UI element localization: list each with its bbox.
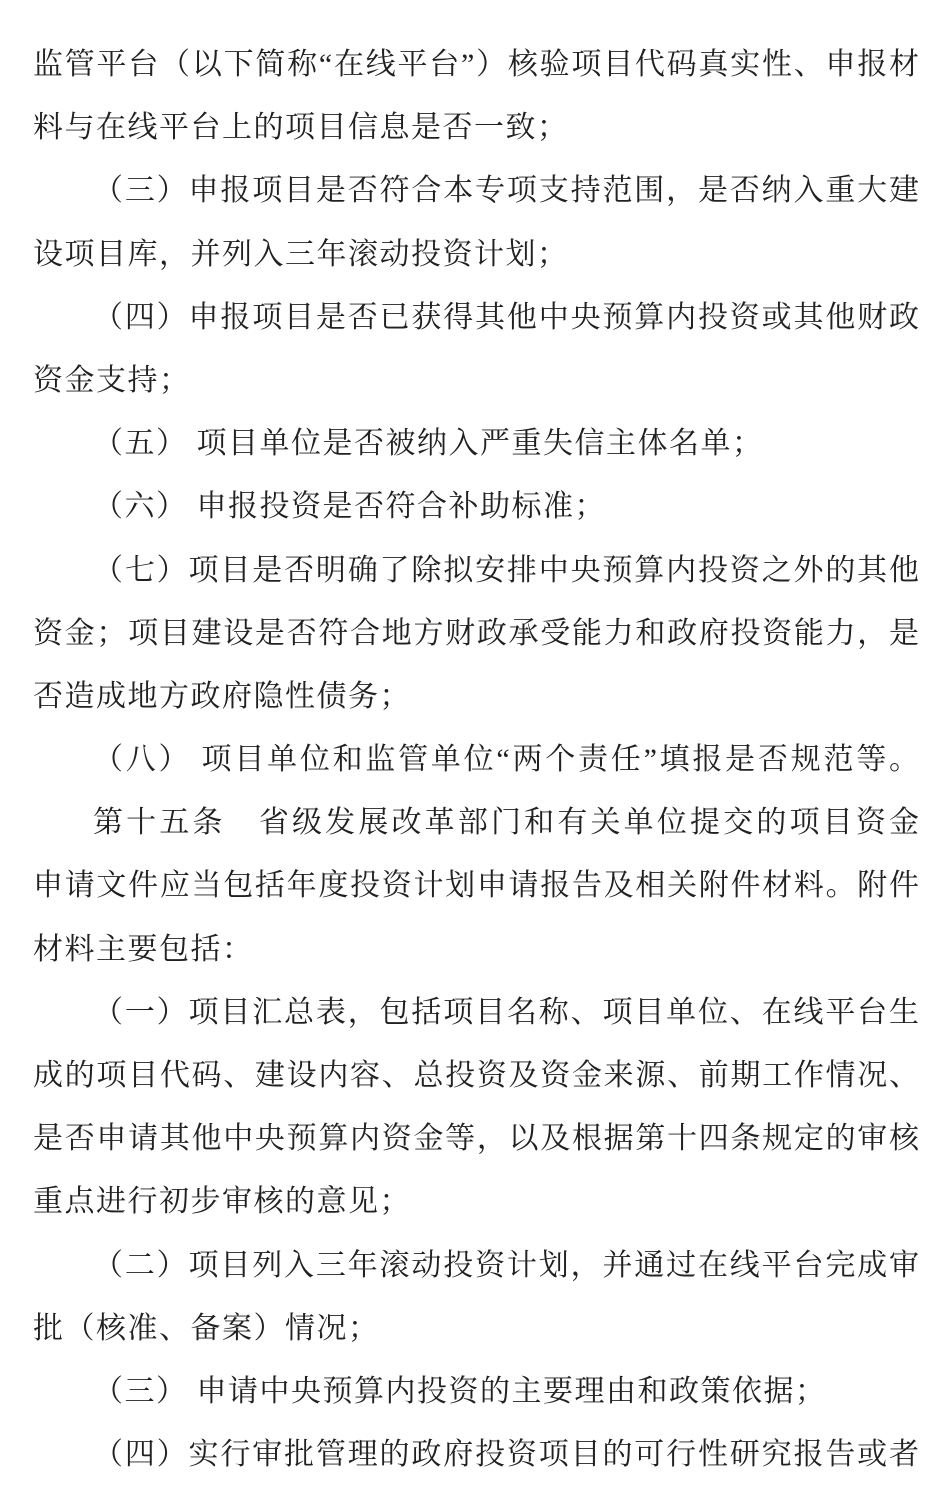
text-line: （二）项目列入三年滚动投资计划，并通过在线平台完成审 (93, 1248, 919, 1282)
text-line: 材料主要包括： (33, 932, 254, 966)
text-line: 资金；项目建设是否符合地方财政承受能力和政府投资能力，是 (33, 616, 919, 650)
text-line: （六） 申报投资是否符合补助标准； (93, 490, 606, 524)
text-line: （三）申报项目是否符合本专项支持范围，是否纳入重大建 (93, 174, 919, 208)
text-line: 申请文件应当包括年度投资计划申请报告及相关附件材料。附件 (33, 869, 919, 903)
text-line: （八） 项目单位和监管单位“两个责任”填报是否规范等。 (93, 743, 919, 777)
text-line: 是否申请其他中央预算内资金等，以及根据第十四条规定的审核 (33, 1122, 919, 1156)
text-line: （四）实行审批管理的政府投资项目的可行性研究报告或者 (93, 1438, 919, 1472)
text-line: 监管平台（以下简称“在线平台”）核验项目代码真实性、申报材 (33, 48, 919, 81)
text-line: （五） 项目单位是否被纳入严重失信主体名单； (93, 427, 764, 461)
text-line: 第十五条 省级发展改革部门和有关单位提交的项目资金 (93, 806, 919, 840)
text-line: 设项目库，并列入三年滚动投资计划； (33, 237, 569, 271)
text-line: 料与在线平台上的项目信息是否一致； (33, 111, 569, 145)
text-line: 成的项目代码、建设内容、总投资及资金来源、前期工作情况、 (33, 1059, 919, 1092)
text-line: 批（核准、备案）情况； (33, 1311, 380, 1345)
text-line: 资金支持； (33, 363, 191, 397)
text-line: 重点进行初步审核的意见； (33, 1185, 411, 1219)
text-line: 否造成地方政府隐性债务； (33, 679, 411, 713)
text-line: （三） 申请中央预算内投资的主要理由和政策依据； (93, 1374, 827, 1408)
text-line: （一）项目汇总表，包括项目名称、项目单位、在线平台生 (93, 995, 919, 1029)
text-line: （四）申报项目是否已获得其他中央预算内投资或其他财政 (93, 300, 919, 334)
document-text (33, 33, 919, 1486)
text-line: （七）项目是否明确了除拟安排中央预算内投资之外的其他 (93, 553, 919, 587)
